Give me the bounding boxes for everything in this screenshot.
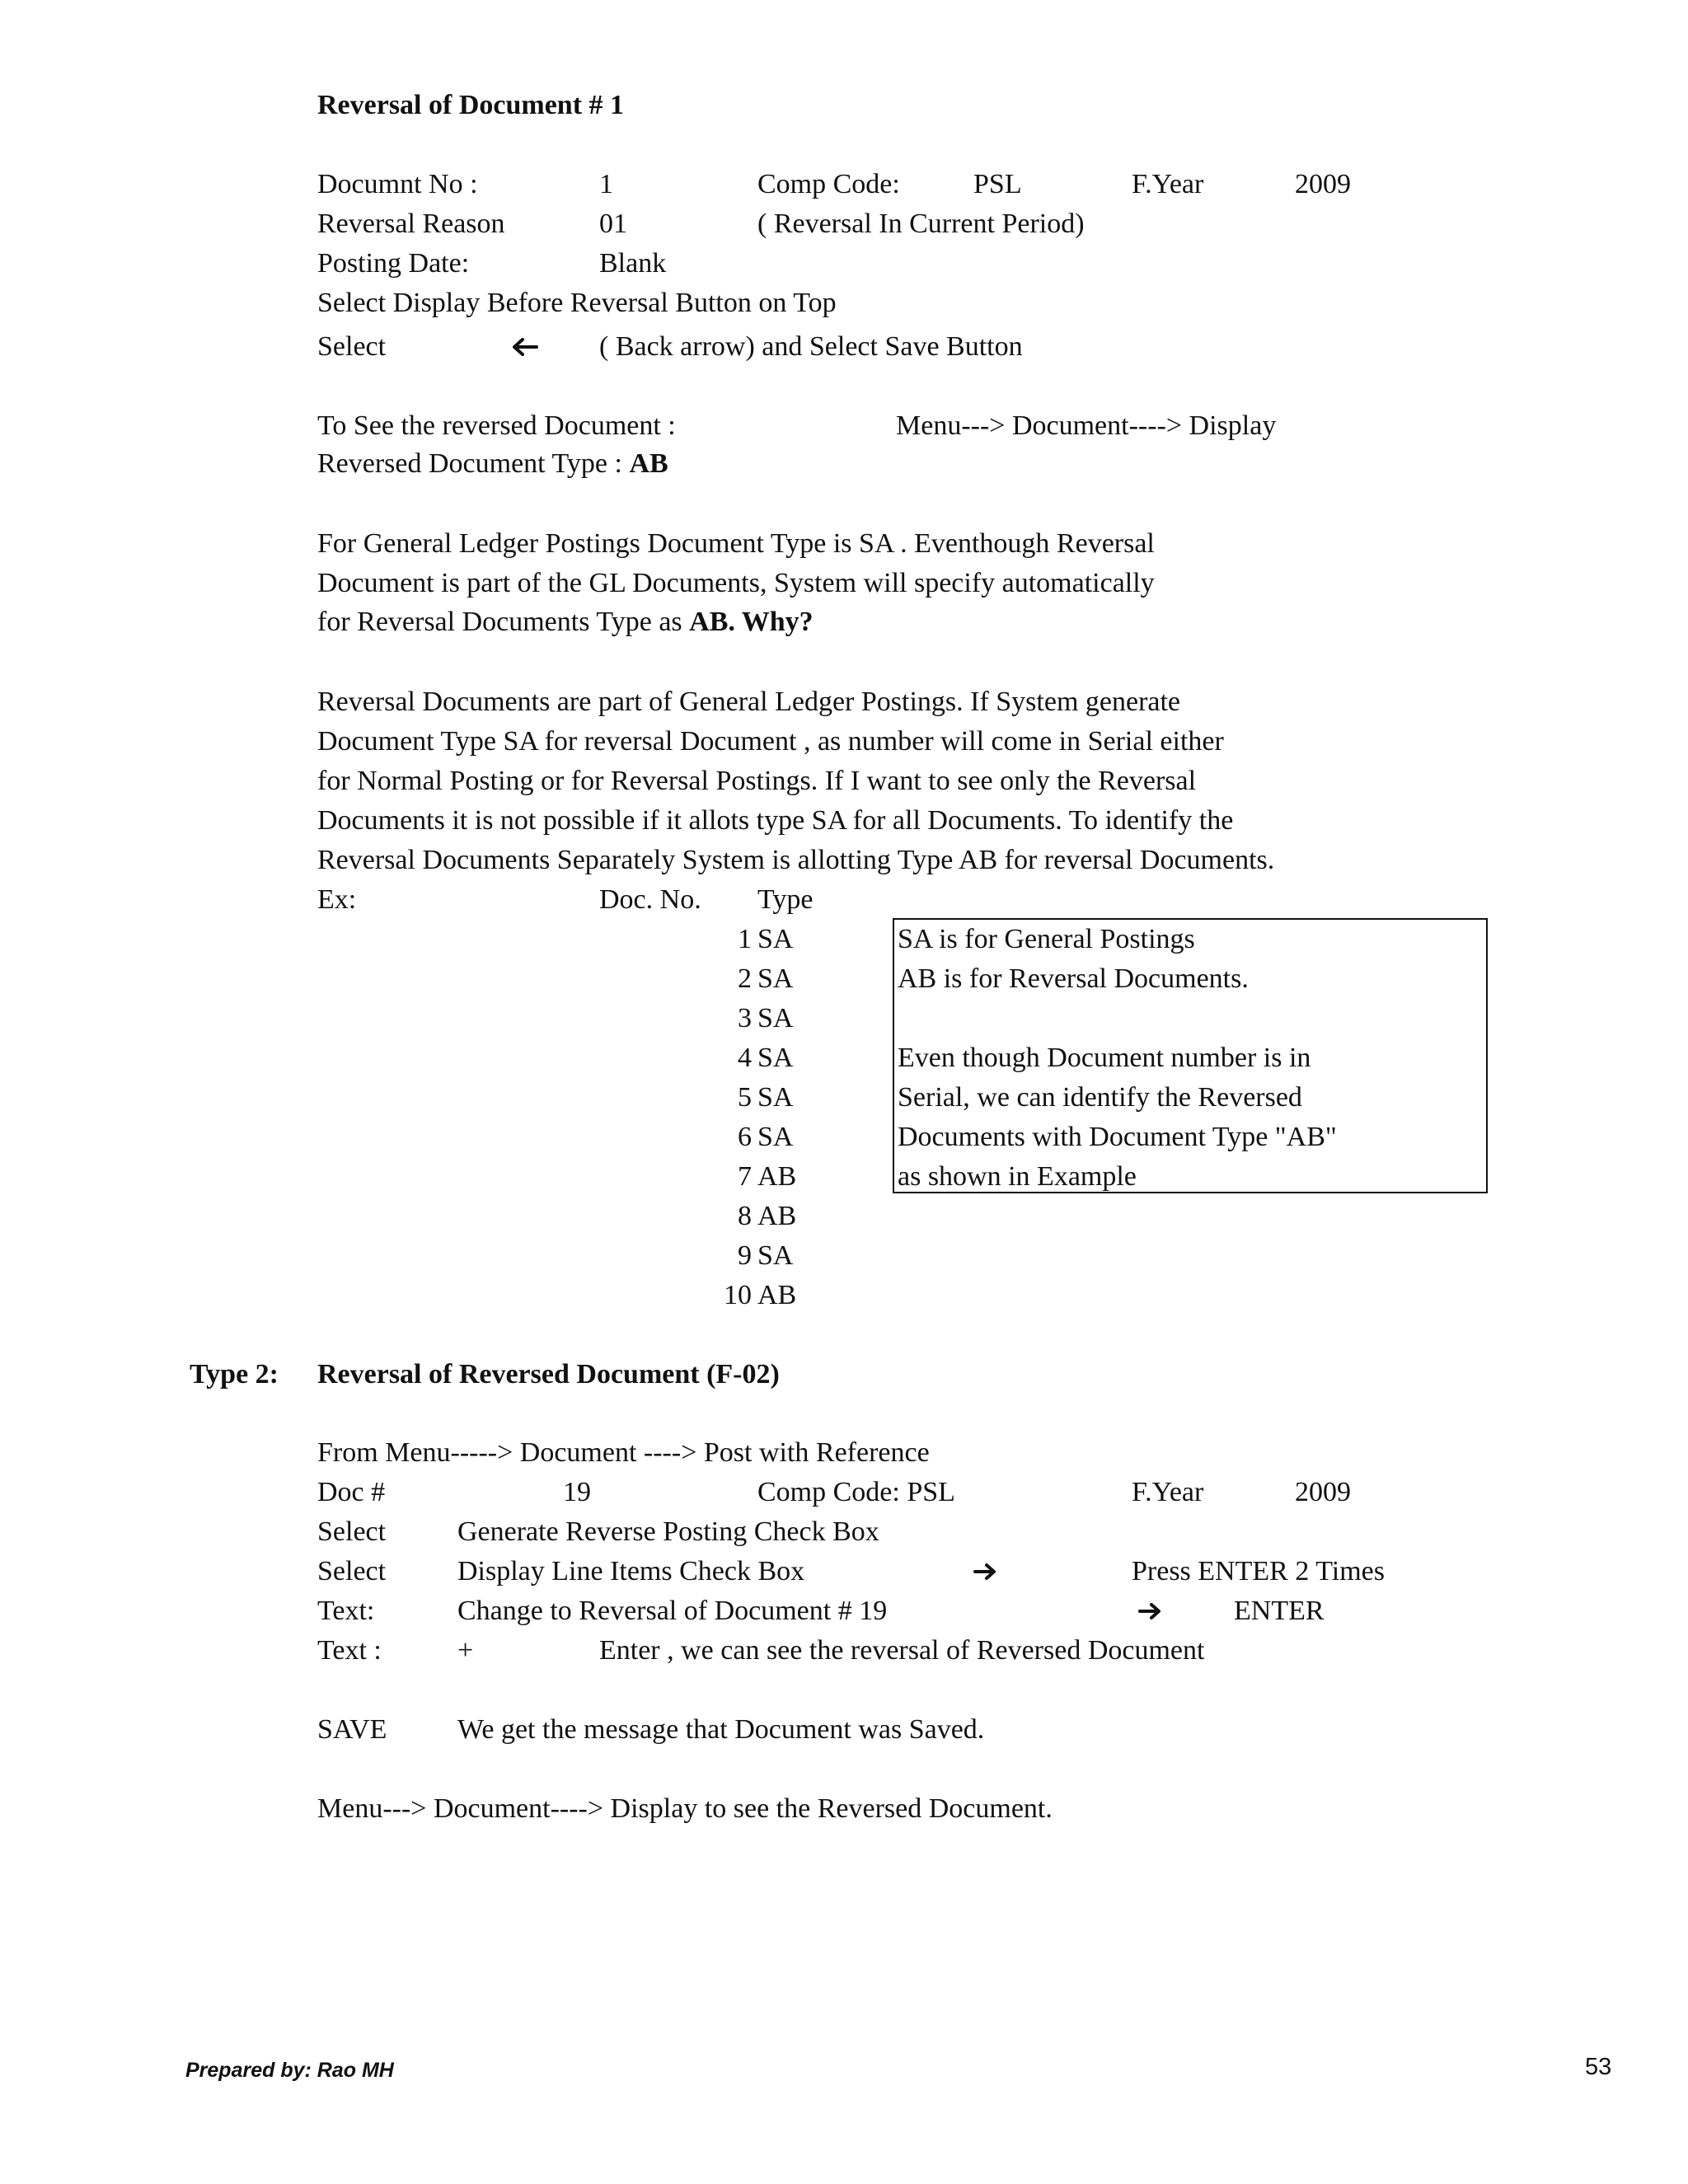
- para1-line3-text: for Reversal Documents Type as: [317, 607, 682, 637]
- back-arrow-instruction: ( Back arrow) and Select Save Button: [599, 331, 1023, 362]
- fyear-value: 2009: [1295, 169, 1351, 199]
- doc-number: 6: [738, 1122, 752, 1152]
- doc-number: 7: [738, 1161, 752, 1192]
- doc-hash-label: Doc #: [317, 1477, 386, 1507]
- fyear-value: 2009: [1295, 1477, 1351, 1507]
- from-menu-path: From Menu-----> Document ----> Post with Reference: [317, 1437, 930, 1468]
- plus-sign: +: [457, 1635, 474, 1666]
- para1-line: [317, 606, 814, 639]
- reversed-doc-type-label: Reversed Document Type :: [317, 448, 622, 479]
- reversal-reason-label: Reversal Reason: [317, 209, 505, 239]
- reversed-doc-type-value: AB: [629, 448, 668, 479]
- posting-date-value: Blank: [599, 248, 667, 279]
- back-arrow-icon: [511, 336, 539, 358]
- section2-title: Reversal of Reversed Document (F-02): [317, 1359, 780, 1390]
- doc-number: 9: [738, 1240, 752, 1271]
- right-arrow-icon: [1137, 1602, 1162, 1620]
- enter-note: ENTER: [1234, 1596, 1325, 1626]
- reversal-reason-note: ( Reversal In Current Period): [757, 209, 1085, 239]
- select-instruction: Generate Reverse Posting Check Box: [457, 1516, 879, 1547]
- type2-label: Type 2:: [190, 1359, 279, 1390]
- para1-line3-bold: AB. Why?: [689, 607, 814, 637]
- doc-type: AB: [757, 1280, 797, 1310]
- text-label: Text:: [317, 1596, 375, 1626]
- doc-number: 8: [738, 1201, 752, 1231]
- doc-type: AB: [757, 1161, 797, 1192]
- right-arrow-icon: [973, 1563, 997, 1581]
- select-label: Select: [317, 1516, 387, 1547]
- note-line: Documents with Document Type "AB": [898, 1122, 1337, 1152]
- select-label: Select: [317, 1556, 387, 1586]
- text-value: Change to Reversal of Document # 19: [457, 1596, 888, 1626]
- note-line: AB is for Reversal Documents.: [898, 963, 1249, 994]
- select-instruction: Display Line Items Check Box: [457, 1556, 805, 1586]
- doc-type: SA: [757, 1082, 794, 1113]
- fyear-label: F.Year: [1132, 169, 1204, 199]
- para2-line: for Normal Posting or for Reversal Postings. If I want to see only the Reversal: [317, 766, 1197, 796]
- text-label: Text :: [317, 1635, 382, 1666]
- section-title: Reversal of Document # 1: [317, 90, 625, 120]
- doc-number: 2: [738, 963, 752, 994]
- save-label: SAVE: [317, 1714, 387, 1745]
- final-instruction: Menu---> Document----> Display to see the Reversed Document.: [317, 1793, 1053, 1824]
- prepared-by: Prepared by: Rao MH: [185, 2059, 394, 2082]
- select-label: Select: [317, 331, 387, 362]
- doc-hash-value: 19: [563, 1477, 591, 1507]
- menu-path: Menu---> Document----> Display: [896, 410, 1277, 441]
- doc-type: SA: [757, 924, 794, 954]
- doc-type: SA: [757, 1003, 794, 1033]
- para1-line: For General Ledger Postings Document Type is SA . Eventhough Reversal: [317, 528, 1155, 559]
- doc-number: 10: [724, 1280, 752, 1310]
- doc-number: 5: [738, 1082, 752, 1113]
- doc-type: SA: [757, 1122, 794, 1152]
- press-enter-note: Press ENTER 2 Times: [1132, 1556, 1385, 1586]
- para2-line: Reversal Documents Separately System is allotting Type AB for reversal Documents.: [317, 845, 1275, 875]
- note-line: Serial, we can identify the Reversed: [898, 1082, 1302, 1113]
- doc-type: SA: [757, 1240, 794, 1271]
- doc-number: 1: [738, 924, 752, 954]
- para1-line: Document is part of the GL Documents, System will specify automatically: [317, 568, 1155, 598]
- save-message: We get the message that Document was Saved.: [457, 1714, 985, 1745]
- posting-date-label: Posting Date:: [317, 248, 470, 279]
- note-line: Even though Document number is in: [898, 1043, 1311, 1073]
- para2-line: Documents it is not possible if it allots type SA for all Documents. To identify the: [317, 805, 1234, 836]
- comp-code-label: Comp Code:: [757, 169, 900, 199]
- note-line: SA is for General Postings: [898, 924, 1195, 954]
- display-instruction: Select Display Before Reversal Button on Top: [317, 288, 837, 318]
- doc-number: 3: [738, 1003, 752, 1033]
- para2-line: Document Type SA for reversal Document , as number will come in Serial either: [317, 726, 1224, 757]
- col-header-docno: Doc. No.: [599, 884, 701, 915]
- reversal-reason-value: 01: [599, 209, 627, 239]
- comp-code: Comp Code: PSL: [757, 1477, 955, 1507]
- doc-no-label: Documnt No :: [317, 169, 478, 199]
- col-header-type: Type: [757, 884, 814, 915]
- text-value: Enter , we can see the reversal of Reversed Document: [599, 1635, 1205, 1666]
- note-line: as shown in Example: [898, 1161, 1137, 1192]
- comp-code-value: PSL: [973, 169, 1022, 199]
- para2-line: Reversal Documents are part of General Ledger Postings. If System generate: [317, 687, 1181, 717]
- fyear-label: F.Year: [1132, 1477, 1204, 1507]
- doc-type: AB: [757, 1201, 797, 1231]
- doc-type: SA: [757, 963, 794, 994]
- doc-no-value: 1: [599, 169, 613, 199]
- to-see-label: To See the reversed Document :: [317, 410, 676, 441]
- doc-type: SA: [757, 1043, 794, 1073]
- page-number: 53: [1585, 2054, 1612, 2080]
- example-label: Ex:: [317, 884, 357, 915]
- doc-number: 4: [738, 1043, 752, 1073]
- reversed-doc-type-line: [317, 448, 668, 480]
